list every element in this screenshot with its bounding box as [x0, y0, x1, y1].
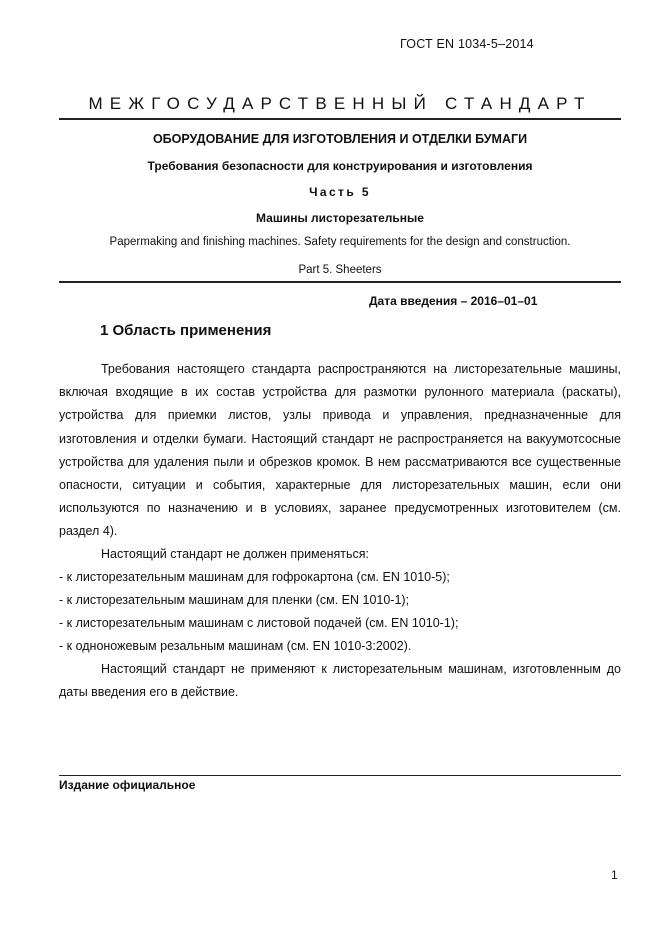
official-edition-label: Издание официальное: [59, 778, 196, 792]
english-title-line-2: Part 5. Sheeters: [298, 264, 382, 276]
introduction-date: Дата введения – 2016–01–01: [369, 294, 538, 308]
footer-rule: [59, 775, 621, 776]
page-number: 1: [611, 868, 618, 882]
top-rule: [59, 118, 621, 120]
exclusion-item: - к листорезательным машинам для пленки (см. EN 1010-1);: [59, 593, 410, 607]
title-line-3: Машины листорезательные: [256, 211, 424, 225]
exclusion-item: - к листорезательным машинам для гофрокартона (см. EN 1010-5);: [59, 570, 450, 584]
title-line-1: ОБОРУДОВАНИЕ ДЛЯ ИЗГОТОВЛЕНИЯ И ОТДЕЛКИ БУМАГИ: [152, 132, 528, 146]
scope-paragraph: Требования настоящего стандарта распространяются на листорезательные машины, включая входящие в их состав устройства для размотки рулонного материала (раскаты), устройства для приемки листов, узлы привода и управления, предназначенные для изготовления и отделки бумаги. Настоящий стандарт не распространяется на вакуумотсосные устройства для удаления пыли и обрезков кромок. В нем рассматриваются все существенные опасности, ситуации и события, характерные для листорезательных машин, если они используются по назначению и в условиях, заранее предусмотренных изготовителем (см. раздел 4).: [59, 362, 621, 539]
validity-paragraph: Настоящий стандарт не применяют к листорезательным машинам, изготовленным до даты введения его в действие.: [59, 662, 621, 700]
section-heading: 1 Область применения: [100, 322, 272, 339]
title-line-2: Требования безопасности для конструирования и изготовления: [147, 159, 533, 173]
english-title-line-1: Papermaking and finishing machines. Safety requirements for the design and construction.: [109, 236, 571, 248]
part-label: Часть 5: [309, 185, 371, 199]
exclusion-item: - к листорезательным машинам с листовой подачей (см. EN 1010-1);: [59, 616, 459, 630]
exclusion-item: - к одноножевым резальным машинам (см. EN 1010-3:2002).: [59, 639, 412, 653]
not-apply-intro: Настоящий стандарт не должен применяться:: [101, 547, 369, 561]
standard-code: ГОСТ EN 1034-5–2014: [400, 37, 534, 51]
title-block-rule: [59, 281, 621, 283]
main-heading: МЕЖГОСУДАРСТВЕННЫЙ СТАНДАРТ: [88, 94, 592, 113]
